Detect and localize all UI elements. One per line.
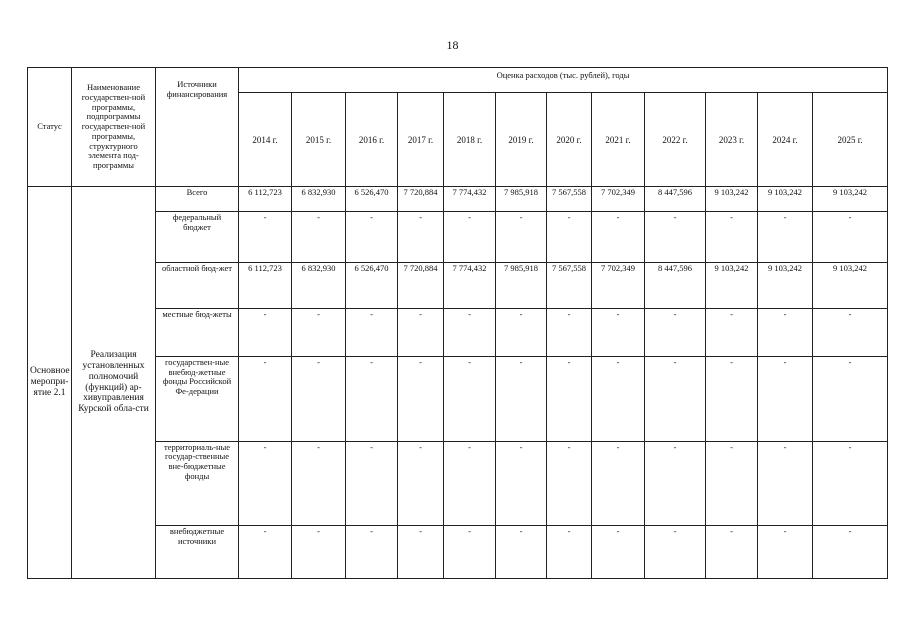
value-cell: - — [813, 441, 888, 526]
value-cell: 9 103,242 — [706, 187, 758, 212]
value-cell: - — [292, 441, 346, 526]
value-cell: - — [813, 309, 888, 356]
value-cell: 6 526,470 — [346, 187, 398, 212]
value-cell: 9 103,242 — [706, 262, 758, 308]
value-cell: - — [398, 309, 444, 356]
value-cell: 6 526,470 — [346, 262, 398, 308]
year-header: 2020 г. — [547, 93, 592, 187]
value-cell: - — [398, 356, 444, 441]
value-cell: - — [758, 309, 813, 356]
year-header: 2015 г. — [292, 93, 346, 187]
year-header: 2025 г. — [813, 93, 888, 187]
value-cell: - — [706, 356, 758, 441]
table-row — [28, 212, 888, 262]
source-cell: территориаль-ные государ-ственные вне-бюджетные фонды — [156, 441, 239, 526]
source-cell: государствен-ные внебюд-жетные фонды Российской Фе-дерации — [156, 356, 239, 441]
value-cell: - — [292, 356, 346, 441]
year-header: 2018 г. — [444, 93, 496, 187]
value-cell: - — [444, 356, 496, 441]
source-cell: внебюджетные источники — [156, 526, 239, 579]
value-cell: - — [547, 526, 592, 579]
estimate-header: Оценка расходов (тыс. рублей), годы — [239, 68, 888, 93]
value-cell: - — [706, 309, 758, 356]
table-row — [28, 262, 888, 308]
value-cell: - — [813, 212, 888, 262]
year-header: 2023 г. — [706, 93, 758, 187]
value-cell: - — [758, 212, 813, 262]
value-cell: - — [346, 441, 398, 526]
budget-table — [27, 67, 888, 579]
value-cell: 7 702,349 — [592, 187, 645, 212]
value-cell: - — [444, 526, 496, 579]
value-cell: - — [496, 441, 547, 526]
value-cell: 6 832,930 — [292, 187, 346, 212]
name-cell: Реализация установленных полномочий (функций) ар-хивуправления Курской обла-сти — [72, 187, 156, 579]
value-cell: - — [592, 356, 645, 441]
year-header: 2022 г. — [645, 93, 706, 187]
value-cell: - — [239, 212, 292, 262]
name-header: Наименование государствен-ной программы, подпрограммы государствен-ной программы, структурного элемента под-программы — [72, 68, 156, 187]
source-cell: федеральный бюджет — [156, 212, 239, 262]
value-cell: - — [645, 212, 706, 262]
value-cell: - — [592, 526, 645, 579]
source-cell: областной бюд-жет — [156, 262, 239, 308]
value-cell: 7 985,918 — [496, 262, 547, 308]
value-cell: - — [496, 526, 547, 579]
value-cell: - — [645, 309, 706, 356]
year-header: 2024 г. — [758, 93, 813, 187]
value-cell: - — [645, 526, 706, 579]
header-row-top — [28, 68, 888, 93]
value-cell: 7 774,432 — [444, 187, 496, 212]
value-cell: - — [547, 356, 592, 441]
value-cell: 9 103,242 — [758, 262, 813, 308]
year-header: 2017 г. — [398, 93, 444, 187]
value-cell: 8 447,596 — [645, 262, 706, 308]
value-cell: - — [239, 356, 292, 441]
value-cell: - — [239, 441, 292, 526]
value-cell: 6 112,723 — [239, 262, 292, 308]
source-cell: местные бюд-жеты — [156, 309, 239, 356]
value-cell: 7 774,432 — [444, 262, 496, 308]
value-cell: - — [758, 441, 813, 526]
value-cell: 7 567,558 — [547, 262, 592, 308]
value-cell: - — [444, 309, 496, 356]
value-cell: - — [346, 212, 398, 262]
value-cell: - — [398, 212, 444, 262]
value-cell: - — [398, 441, 444, 526]
value-cell: - — [706, 526, 758, 579]
value-cell: - — [292, 309, 346, 356]
value-cell: 9 103,242 — [813, 262, 888, 308]
value-cell: 7 720,884 — [398, 187, 444, 212]
value-cell: 8 447,596 — [645, 187, 706, 212]
value-cell: - — [645, 441, 706, 526]
year-header: 2016 г. — [346, 93, 398, 187]
value-cell: - — [496, 309, 547, 356]
source-cell: Всего — [156, 187, 239, 212]
value-cell: - — [444, 212, 496, 262]
year-header: 2021 г. — [592, 93, 645, 187]
value-cell: - — [813, 526, 888, 579]
value-cell: - — [239, 526, 292, 579]
value-cell: - — [645, 356, 706, 441]
value-cell: 7 720,884 — [398, 262, 444, 308]
table-row — [28, 356, 888, 441]
value-cell: - — [292, 526, 346, 579]
value-cell: 9 103,242 — [813, 187, 888, 212]
value-cell: - — [346, 526, 398, 579]
value-cell: - — [592, 309, 645, 356]
table-row — [28, 526, 888, 579]
table-row — [28, 187, 888, 212]
table-row — [28, 441, 888, 526]
value-cell: 6 832,930 — [292, 262, 346, 308]
value-cell: 7 702,349 — [592, 262, 645, 308]
value-cell: - — [758, 526, 813, 579]
year-header: 2019 г. — [496, 93, 547, 187]
value-cell: - — [592, 441, 645, 526]
value-cell: 9 103,242 — [758, 187, 813, 212]
value-cell: - — [346, 309, 398, 356]
value-cell: - — [547, 441, 592, 526]
status-header: Статус — [28, 68, 72, 187]
value-cell: - — [496, 356, 547, 441]
value-cell: - — [706, 212, 758, 262]
value-cell: - — [547, 309, 592, 356]
table-row — [28, 309, 888, 356]
value-cell: 7 567,558 — [547, 187, 592, 212]
value-cell: - — [444, 441, 496, 526]
value-cell: - — [346, 356, 398, 441]
value-cell: - — [758, 356, 813, 441]
value-cell: - — [813, 356, 888, 441]
sources-header: Источники финансирования — [156, 68, 239, 187]
value-cell: - — [292, 212, 346, 262]
year-header: 2014 г. — [239, 93, 292, 187]
value-cell: - — [496, 212, 547, 262]
value-cell: - — [547, 212, 592, 262]
value-cell: 7 985,918 — [496, 187, 547, 212]
value-cell: 6 112,723 — [239, 187, 292, 212]
page-number: 18 — [446, 38, 459, 52]
value-cell: - — [239, 309, 292, 356]
value-cell: - — [398, 526, 444, 579]
value-cell: - — [706, 441, 758, 526]
value-cell: - — [592, 212, 645, 262]
status-cell: Основное меропри-ятие 2.1 — [28, 187, 72, 579]
